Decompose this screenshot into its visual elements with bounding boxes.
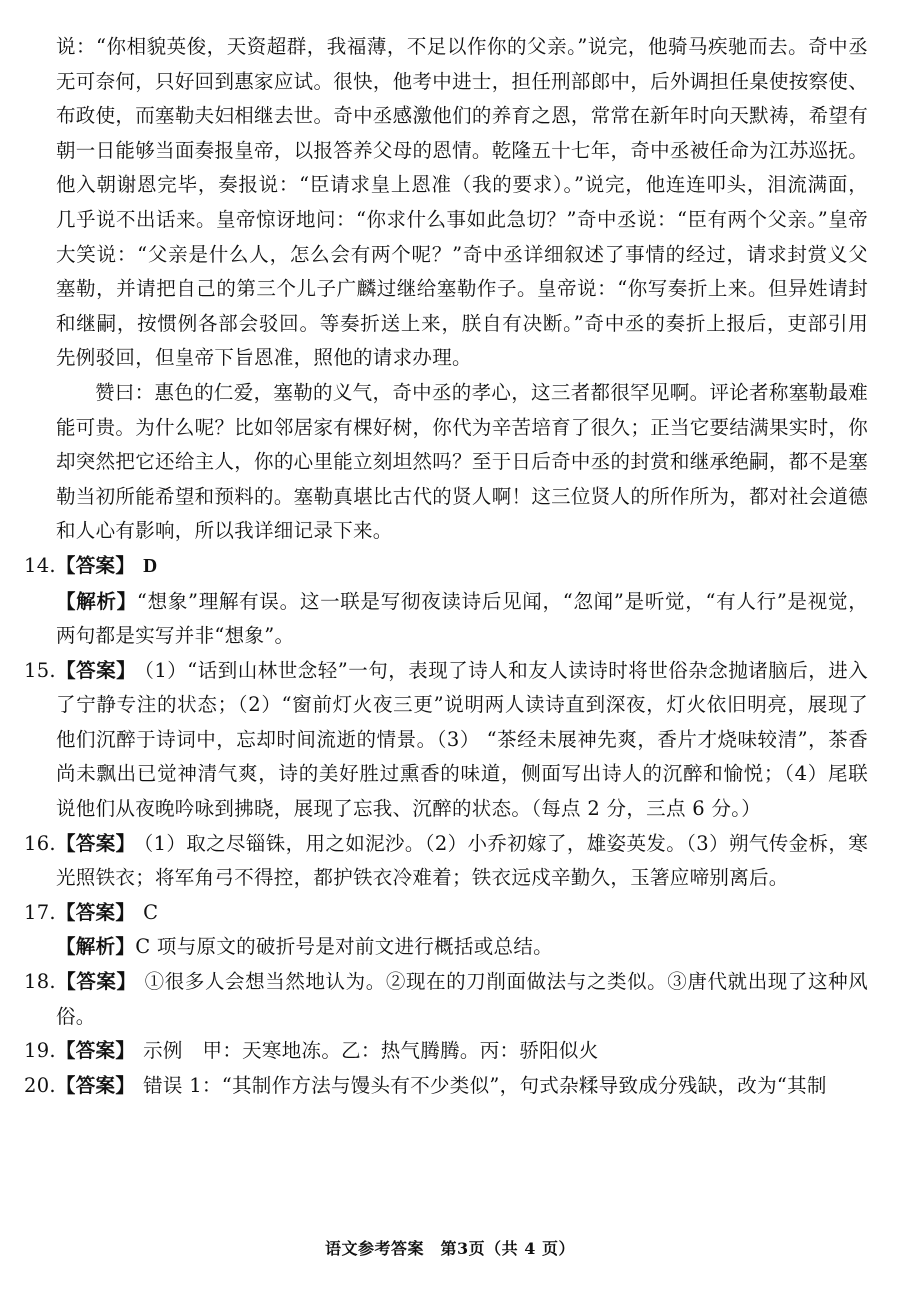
answer-item-14 — [24, 549, 868, 585]
answer-text: （1）“话到山林世念轻”一句，表现了诗人和友人读诗时将世俗杂念抛诸脑后，进入了宁静专注的状态；（2）“窗前灯火夜三更”说明两人读诗直到深夜，灯火依旧明亮，展现了他们沉醉于诗词中，忘却时间流逝的情景。（3） “茶经未展神先爽，香片才烧味较清”，茶香尚未飘出已觉神清气爽，诗的美好胜过熏香的味道，侧面写出诗人的沉醉和愉悦；（4）尾联说他们从夜晚吟咏到拂晓，展现了忘我、沉醉的状态。（每点 2 分，三点 6 分。） — [56, 658, 868, 821]
page-footer: 语文参考答案 第3页（共 4 页） — [325, 1239, 575, 1258]
question-number: 16. — [24, 831, 56, 855]
answer-label: 【答案】 — [55, 553, 136, 577]
answer-text: ①很多人会想当然地认为。②现在的刀削面做法与之类似。③唐代就出现了这种风俗。 — [56, 970, 868, 1028]
analysis-label: 【解析】 — [56, 935, 136, 959]
answer-text: 示例 甲：天寒地冻。乙：热气腾腾。丙：骄阳似火 — [143, 1039, 599, 1063]
translation-paragraph-2: 赞曰：惠色的仁爱，塞勒的义气，奇中丞的孝心，这三者都很罕见啊。评论者称塞勒最难能可贵。为什么呢？比如邻居家有棵好树，你代为辛苦培育了很久；正当它要结满果实时，你却突然把它还给主人，你的心里能立刻坦然吗？至于日后奇中丞的封赏和继承绝嗣，都不是塞勒当初所能希望和预料的。塞勒真堪比古代的贤人啊！这三位贤人的所作所为，都对社会道德和人心有影响，所以我详细记录下来。 — [56, 380, 868, 543]
answer-item-16 — [24, 827, 868, 896]
analysis-label: 【解析】 — [56, 589, 137, 613]
analysis-text: “想象”理解有误。这一联是写彻夜读诗后见闻，“忽闻”是听觉，“有人行”是视觉，两句都是实写并非“想象”。 — [56, 589, 869, 648]
answer-item-19 — [24, 1034, 868, 1069]
answer-text: （1）取之尽锱铢，用之如泥沙。（2）小乔初嫁了，雄姿英发。（3）朔气传金柝，寒光照铁衣；将军角弓不得控，都护铁衣冷难着；铁衣远戍辛勤久，玉箸应啼别离后。 — [56, 831, 869, 890]
question-number: 14. — [24, 553, 56, 577]
question-number: 18. — [24, 970, 56, 994]
answer-text: C — [143, 900, 159, 924]
question-number: 15. — [24, 658, 56, 682]
analysis-item-17 — [56, 930, 868, 965]
answer-label: 【答案】 — [55, 658, 137, 682]
translation-paragraph-1: 说：“你相貌英俊，天资超群，我福薄，不足以作你的父亲。”说完，他骑马疾驰而去。奇中丞无可奈何，只好回到惠家应试。很快，他考中进士，担任刑部郎中，后外调担任臬使按察使、布政使，而塞勒夫妇相继去世。奇中丞感激他们的养育之恩，常常在新年时向天默祷，希望有朝一日能够当面奏报皇帝，以报答养父母的恩情。乾隆五十七年，奇中丞被任命为江苏巡抚。他入朝谢恩完毕，奏报说：“臣请求皇上恩准（我的要求）。”说完，他连连叩头，泪流满面，几乎说不出话来。皇帝惊讶地问：“你求什么事如此急切？”奇中丞说：“臣有两个父亲。”皇帝大笑说：“父亲是什么人，怎么会有两个呢？”奇中丞详细叙述了事情的经过，请求封赏义父塞勒，并请把自己的第三个儿子广麟过继给塞勒作子。皇帝说：“你写奏折上来。但异姓请封和继嗣，按惯例各部会驳回。等奏折送上来，朕自有决断。”奇中丞的奏折上报后，吏部引用先例驳回，但皇帝下旨恩准，照他的请求办理。 — [56, 35, 868, 370]
question-number: 17. — [24, 900, 56, 924]
analysis-text: C 项与原文的破折号是对前文进行概括或总结。 — [135, 935, 553, 959]
answer-item-15 — [24, 654, 868, 827]
answer-item-18 — [24, 965, 868, 1034]
answer-label: 【答案】 — [55, 1039, 136, 1063]
answer-content — [24, 30, 869, 1103]
answer-label: 【答案】 — [55, 970, 137, 994]
answer-item-17 — [24, 896, 868, 931]
answer-label: 【答案】 — [55, 900, 136, 924]
question-number: 19. — [24, 1039, 56, 1063]
analysis-item-14 — [56, 585, 868, 654]
answer-text: D — [143, 555, 158, 577]
answer-text: 错误 1：“其制作方法与馒头有不少类似”，句式杂糅导致成分残缺，改为“其制 — [143, 1073, 827, 1097]
answer-label: 【答案】 — [55, 831, 136, 855]
answer-label: 【答案】 — [55, 1073, 136, 1097]
answer-item-20 — [24, 1069, 868, 1104]
question-number: 20. — [24, 1073, 56, 1097]
